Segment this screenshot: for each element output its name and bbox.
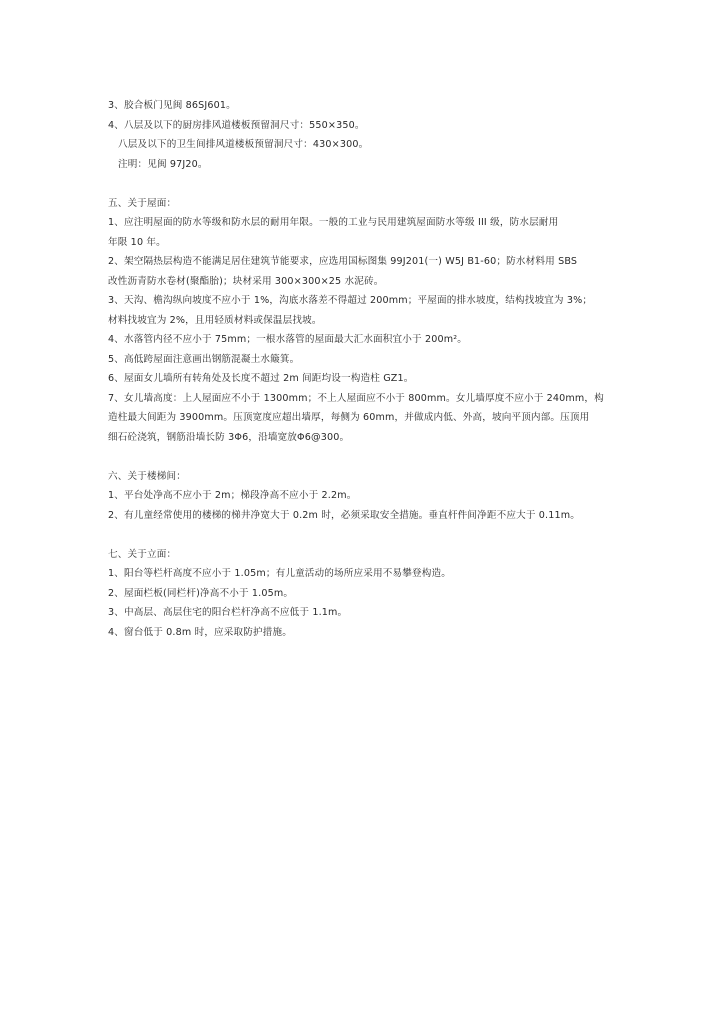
list-item: 2、架空隔热层构造不能满足居住建筑节能要求，应选用国标图集 99J201(一) W5J B1-60；防水材料用 SBS	[108, 256, 578, 267]
list-item: 3、中高层、高层住宅的阳台栏杆净高不应低于 1.1m。	[108, 607, 348, 618]
section-spacer	[108, 525, 628, 545]
list-item: 八层及以下的卫生间排风道楼板预留洞尺寸：430×300。	[118, 139, 369, 150]
list-item: 材料找坡宜为 2%，且用轻质材料或保温层找坡。	[108, 314, 322, 326]
list-item: 1、阳台等栏杆高度不应小于 1.05m；有儿童活动的场所应采用不易攀登构造。	[108, 568, 451, 579]
list-item: 2、有儿童经常使用的楼梯的梯井净宽大于 0.2m 时，必须采取安全措施。垂直杆件间净距不应大于 0.11m。	[108, 509, 581, 521]
section-roof	[108, 194, 628, 448]
list-item: 2、屋面栏板(同栏杆)净高不小于 1.05m。	[108, 587, 294, 599]
note-line: 注明：见闽 97J20。	[118, 158, 208, 170]
list-item: 造柱最大间距为 3900mm。压顶宽度应超出墙厚，每侧为 60mm，并做成内低、外高，坡向平顶内部。压顶用	[108, 412, 590, 423]
section-spacer	[108, 447, 628, 467]
section-heading-roof: 五、关于屋面：	[108, 197, 177, 209]
list-item: 4、水落管内径不应小于 75mm；一根水落管的屋面最大汇水面积宜小于 200m²。	[108, 334, 467, 345]
list-item: 改性沥青防水卷材(聚酯胎)；块材采用 300×300×25 水泥砖。	[108, 275, 384, 287]
list-item: 5、高低跨屋面注意画出钢筋混凝土水簸箕。	[108, 353, 300, 365]
list-item: 1、平台处净高不应小于 2m；梯段净高不应小于 2.2m。	[108, 490, 357, 501]
section-facade	[108, 545, 628, 643]
section-spacer	[108, 174, 628, 194]
list-item: 1、应注明屋面的防水等级和防水层的耐用年限。一般的工业与民用建筑屋面防水等级 III 级，防水层耐用	[108, 217, 559, 228]
section-doors	[108, 96, 628, 174]
section-heading-stairs: 六、关于楼梯间：	[108, 470, 186, 482]
document-body	[108, 96, 628, 642]
list-item: 4、窗台低于 0.8m 时，应采取防护措施。	[108, 626, 293, 638]
section-stairs	[108, 467, 628, 526]
list-item: 4、八层及以下的厨房排风道楼板预留洞尺寸：550×350。	[108, 119, 365, 131]
list-item: 6、屋面女儿墙所有转角处及长度不超过 2m 间距均设一构造柱 GZ1。	[108, 373, 414, 384]
section-heading-facade: 七、关于立面：	[108, 548, 177, 560]
list-item: 年限 10 年。	[108, 236, 166, 248]
list-item: 3、天沟、檐沟纵向坡度不应小于 1%，沟底水落差不得超过 200mm；平屋面的排水坡度，结构找坡宜为 3%；	[108, 295, 593, 306]
list-item: 3、胶合板门见闽 86SJ601。	[108, 100, 236, 111]
list-item: 细石砼浇筑，钢筋沿墙长防 3Φ6，沿墙宽放Φ6@300。	[108, 431, 350, 443]
list-item: 7、女儿墙高度：上人屋面应不小于 1300mm；不上人屋面应不小于 800mm。女儿墙厚度不应小于 240mm，构	[108, 392, 604, 404]
